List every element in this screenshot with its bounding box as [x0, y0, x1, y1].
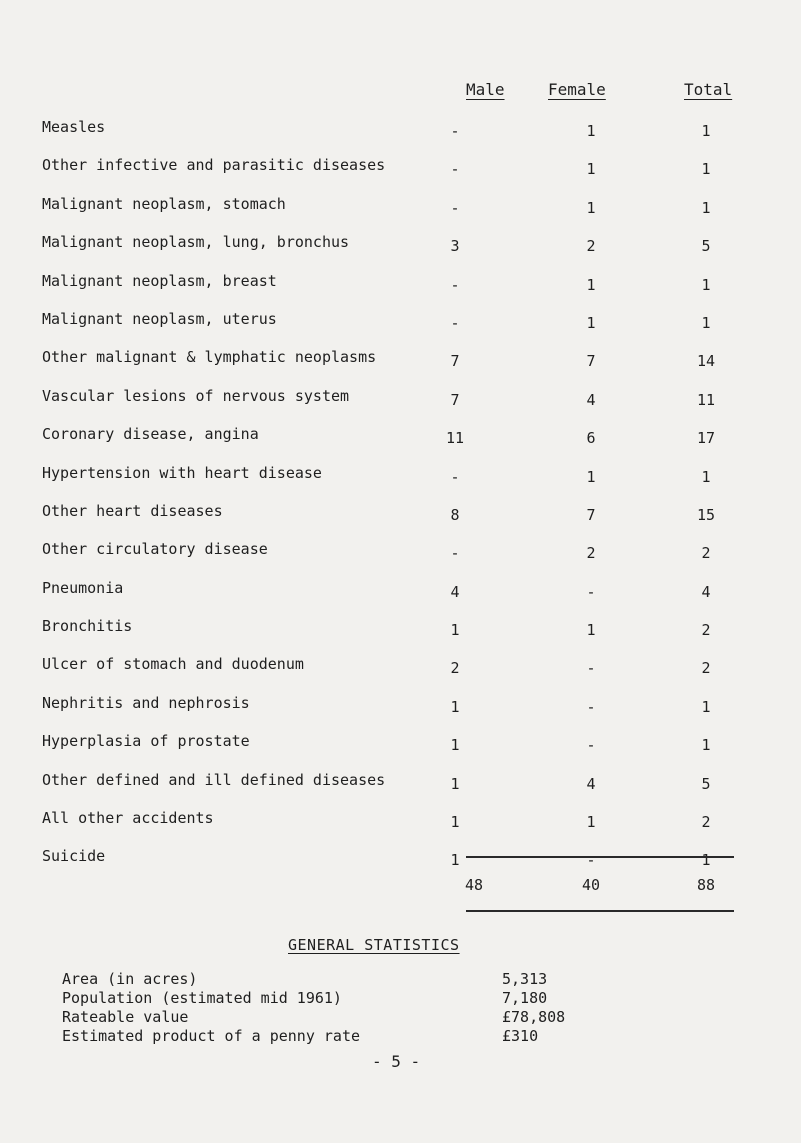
table-row	[0, 765, 801, 803]
male-count: 7	[450, 352, 460, 371]
table-row	[0, 649, 801, 687]
header-male: Male	[466, 80, 505, 99]
totals-rule-top	[466, 856, 734, 858]
cause: Other malignant & lymphatic neoplasms	[42, 348, 377, 367]
statistic-value: £310	[502, 1027, 539, 1045]
total-count: 1	[701, 736, 711, 755]
female-count: 7	[586, 505, 596, 524]
statistic-label: Area (in acres)	[62, 970, 198, 988]
table-row	[0, 611, 801, 649]
female-count: 1	[586, 621, 596, 640]
total-count: 1	[701, 198, 711, 217]
table-row	[0, 112, 801, 150]
cause: Malignant neoplasm, lung, bronchus	[42, 233, 350, 252]
total-all: 88	[696, 876, 716, 894]
total-count: 1	[701, 467, 711, 486]
total-count: 14	[696, 352, 716, 371]
total-count: 15	[696, 505, 716, 524]
total-count: 1	[701, 697, 711, 716]
female-count: 1	[586, 813, 596, 832]
female-count: 6	[586, 429, 596, 448]
male-count: -	[450, 467, 460, 486]
cause: Coronary disease, angina	[42, 425, 259, 444]
statistic-label: Rateable value	[62, 1008, 189, 1026]
cause: Other heart diseases	[42, 501, 223, 520]
table-row	[0, 381, 801, 419]
total-count: 4	[701, 582, 711, 601]
cause: All other accidents	[42, 809, 214, 828]
total-count: 17	[696, 429, 716, 448]
table-row	[0, 573, 801, 611]
cause: Vascular lesions of nervous system	[42, 386, 350, 405]
cause: Other defined and ill defined diseases	[42, 770, 386, 789]
table-row	[0, 534, 801, 572]
general-statistics-title: GENERAL STATISTICS	[288, 936, 460, 954]
general-statistics-list	[62, 970, 682, 1046]
female-count: 1	[586, 122, 596, 140]
cause: Bronchitis	[42, 617, 133, 636]
female-count: -	[586, 736, 596, 755]
male-count: 11	[445, 429, 465, 448]
table-row	[0, 458, 801, 496]
female-count: 1	[586, 275, 596, 294]
table-row	[0, 304, 801, 342]
male-count: 1	[450, 621, 460, 640]
male-count: 7	[450, 390, 460, 409]
total-count: 1	[701, 275, 711, 294]
female-count: 2	[586, 237, 596, 256]
totals-rule-bottom	[466, 910, 734, 912]
male-count: -	[450, 313, 460, 332]
cause: Malignant neoplasm, stomach	[42, 194, 286, 213]
table-row	[0, 496, 801, 534]
cause: Suicide	[42, 847, 106, 866]
cause: Other infective and parasitic diseases	[42, 156, 386, 175]
male-count: 1	[450, 697, 460, 716]
table-row	[0, 419, 801, 457]
female-count: 1	[586, 467, 596, 486]
table-row	[0, 726, 801, 764]
male-count: 4	[450, 582, 460, 601]
female-count: -	[586, 697, 596, 716]
male-count: -	[450, 122, 460, 140]
total-male: 48	[464, 876, 484, 894]
total-count: 2	[701, 813, 711, 832]
cause: Pneumonia	[42, 578, 124, 597]
female-count: 2	[586, 544, 596, 563]
cause: Hypertension with heart disease	[42, 463, 322, 482]
statistic-value: 5,313	[502, 970, 548, 988]
male-count: 1	[450, 851, 460, 870]
female-count: 1	[586, 198, 596, 217]
female-count: -	[586, 851, 596, 870]
male-count: -	[450, 544, 460, 563]
female-count: 7	[586, 352, 596, 371]
statistic-row	[62, 1008, 682, 1027]
table-row	[0, 189, 801, 227]
male-count: -	[450, 275, 460, 294]
total-count: 1	[701, 313, 711, 332]
female-count: 4	[586, 390, 596, 409]
male-count: 1	[450, 774, 460, 793]
statistic-value: 7,180	[502, 989, 548, 1007]
female-count: -	[586, 582, 596, 601]
total-count: 2	[701, 659, 711, 678]
cause: Malignant neoplasm, uterus	[42, 309, 277, 328]
male-count: -	[450, 198, 460, 217]
header-total: Total	[684, 80, 733, 99]
male-count: 3	[450, 237, 460, 256]
female-count: -	[586, 659, 596, 678]
cause: Malignant neoplasm, breast	[42, 271, 277, 290]
male-count: 1	[450, 813, 460, 832]
statistic-label: Population (estimated mid 1961)	[62, 989, 342, 1007]
male-count: -	[450, 160, 460, 179]
table-row	[0, 150, 801, 188]
table-row	[0, 227, 801, 265]
total-count: 1	[701, 160, 711, 179]
cause: Hyperplasia of prostate	[42, 732, 250, 751]
header-female: Female	[548, 80, 606, 99]
statistic-row	[62, 970, 682, 989]
total-count: 2	[701, 621, 711, 640]
cause: Other circulatory disease	[42, 540, 268, 559]
causes-table	[0, 112, 801, 880]
total-count: 2	[701, 544, 711, 563]
female-count: 1	[586, 160, 596, 179]
table-row	[0, 688, 801, 726]
table-row	[0, 841, 801, 879]
total-count: 1	[701, 851, 711, 870]
total-count: 5	[701, 774, 711, 793]
table-row	[0, 266, 801, 304]
table-row	[0, 342, 801, 380]
total-count: 5	[701, 237, 711, 256]
cause: Measles	[42, 118, 106, 136]
statistic-row	[62, 989, 682, 1008]
cause: Ulcer of stomach and duodenum	[42, 655, 304, 674]
page-number: - 5 -	[372, 1052, 421, 1071]
total-count: 1	[701, 122, 711, 140]
male-count: 1	[450, 736, 460, 755]
male-count: 2	[450, 659, 460, 678]
statistic-row	[62, 1027, 682, 1046]
female-count: 4	[586, 774, 596, 793]
statistic-label: Estimated product of a penny rate	[62, 1027, 361, 1045]
total-count: 11	[696, 390, 716, 409]
statistic-value: £78,808	[502, 1008, 566, 1026]
cause: Nephritis and nephrosis	[42, 693, 250, 712]
male-count: 8	[450, 505, 460, 524]
total-female: 40	[581, 876, 601, 894]
table-row	[0, 803, 801, 841]
female-count: 1	[586, 313, 596, 332]
